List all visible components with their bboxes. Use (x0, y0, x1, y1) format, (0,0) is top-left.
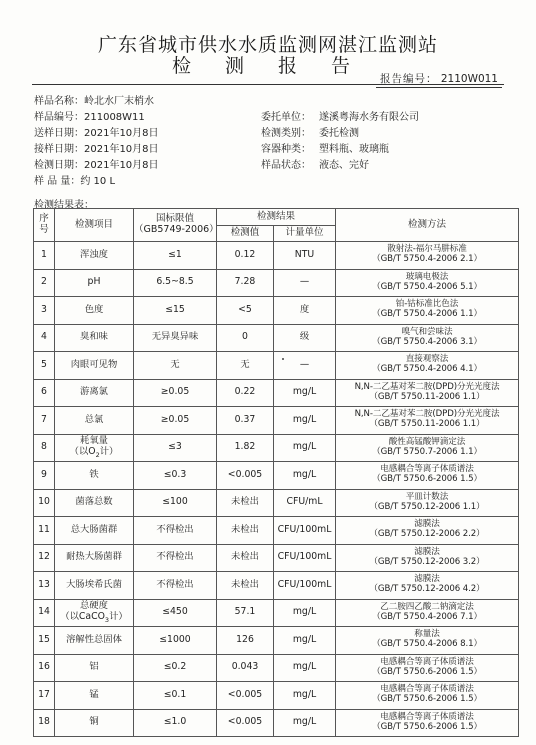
row-unit: mg/L (274, 654, 336, 682)
info-label: 送样日期： (34, 128, 84, 139)
speck-mark (282, 358, 284, 360)
table-row (34, 544, 519, 572)
table-row (34, 654, 519, 682)
row-item-note (60, 611, 127, 622)
row-method (336, 269, 519, 297)
row-value: 0.043 (217, 654, 274, 682)
row-unit: CFU/mL (274, 489, 336, 517)
row-unit: mg/L (274, 434, 336, 462)
row-value: 未检出 (217, 572, 274, 600)
row-item (55, 269, 134, 297)
table-row (34, 517, 519, 545)
info-value: 液态、完好 (319, 160, 369, 171)
row-number: 18 (34, 709, 55, 737)
info-left-row (34, 172, 115, 187)
row-item-name: 浑浊度 (80, 248, 108, 260)
row-method (336, 572, 519, 600)
row-item (55, 462, 134, 490)
info-label: 委托单位： (261, 112, 311, 123)
table-row (34, 489, 519, 517)
row-limit: ≤0.2 (134, 654, 217, 682)
row-method (336, 709, 519, 737)
info-left-row (34, 124, 159, 139)
row-number: 10 (34, 489, 55, 517)
row-method-standard: （GB/T 5750.6-2006 1.5） (372, 694, 482, 705)
row-method (336, 407, 519, 435)
row-method-standard: （GB/T 5750.4-2006 4.1） (372, 364, 482, 375)
row-item-note-head: （以CaCO (60, 610, 105, 622)
row-method-name: 直接观察法 (405, 354, 449, 365)
row-item (55, 544, 134, 572)
table-row (34, 599, 519, 627)
info-value: 岭北水厂末梢水 (84, 96, 154, 107)
row-value: 无 (217, 352, 274, 380)
row-limit: ≤0.3 (134, 462, 217, 490)
col-seq-header: 序号 (34, 209, 55, 242)
info-label: 样品编号： (34, 112, 84, 123)
row-method (336, 489, 519, 517)
row-method-standard: （GB/T 5750.6-2006 1.5） (372, 474, 482, 485)
row-item (55, 517, 134, 545)
info-label: 接样日期： (34, 144, 84, 155)
row-method-name: 滤膜法 (414, 546, 440, 557)
row-item (55, 379, 134, 407)
row-method-name: 玻璃电极法 (405, 271, 449, 282)
row-item (55, 599, 134, 627)
row-number: 2 (34, 269, 55, 297)
row-number: 4 (34, 324, 55, 352)
row-unit: — (274, 269, 336, 297)
row-number: 16 (34, 654, 55, 682)
row-method-name: 平皿计数法 (405, 491, 449, 502)
row-value: <5 (217, 297, 274, 325)
row-item (55, 654, 134, 682)
row-unit: mg/L (274, 462, 336, 490)
report-number-value: 2110W011 (440, 73, 498, 85)
row-item-name: 耗氧量 (80, 435, 108, 447)
row-item (55, 297, 134, 325)
row-method (336, 682, 519, 710)
row-method-name: 酸性高锰酸钾滴定法 (388, 436, 466, 447)
row-number: 17 (34, 682, 55, 710)
row-method-name: 电感耦合等离子体质谱法 (380, 656, 474, 667)
table-row (34, 682, 519, 710)
row-method-name: 散射法-福尔马肼标准 (387, 244, 467, 255)
row-number: 15 (34, 627, 55, 655)
row-number: 6 (34, 379, 55, 407)
table-row (34, 572, 519, 600)
row-number: 1 (34, 242, 55, 270)
row-value: 0 (217, 324, 274, 352)
info-right-row (261, 124, 359, 139)
row-number: 9 (34, 462, 55, 490)
row-number: 8 (34, 434, 55, 462)
row-method-standard: （GB/T 5750.11-2006 1.1） (369, 419, 485, 430)
info-value: 委托检测 (319, 128, 359, 139)
row-limit: 不得检出 (134, 544, 217, 572)
row-item-name: 铁 (89, 468, 99, 480)
row-limit: ≥0.05 (134, 407, 217, 435)
row-item (55, 242, 134, 270)
row-method-standard: （GB/T 5750.6-2006 1.5） (372, 721, 482, 732)
row-item-name: 臭和味 (80, 331, 108, 343)
table-row (34, 269, 519, 297)
row-method-name: 电感耦合等离子体质谱法 (380, 684, 474, 695)
row-method-standard: （GB/T 5750.4-2006 3.1） (372, 336, 482, 347)
row-item (55, 407, 134, 435)
row-number: 7 (34, 407, 55, 435)
row-value: 未检出 (217, 517, 274, 545)
row-unit: mg/L (274, 709, 336, 737)
row-limit: ≥0.05 (134, 379, 217, 407)
row-limit: ≤15 (134, 297, 217, 325)
row-method-standard: （GB/T 5750.4-2006 5.1） (372, 281, 482, 292)
table-row (34, 627, 519, 655)
row-method (336, 324, 519, 352)
row-limit: 不得检出 (134, 572, 217, 600)
info-right-row (261, 156, 369, 171)
table-row (34, 352, 519, 380)
row-number: 14 (34, 599, 55, 627)
row-method-standard: （GB/T 5750.12-2006 4.2） (369, 584, 485, 595)
row-item (55, 682, 134, 710)
info-value: 约 10 L (80, 176, 116, 187)
row-method-name: 乙二胺四乙酸二钠滴定法 (380, 601, 474, 612)
row-method-standard: （GB/T 5750.11-2006 1.1） (369, 391, 485, 402)
row-item-name: 锰 (89, 688, 99, 700)
row-number: 3 (34, 297, 55, 325)
row-limit: ≤450 (134, 599, 217, 627)
row-limit: 不得检出 (134, 517, 217, 545)
row-method-standard: （GB/T 5750.4-2006 1.1） (372, 309, 482, 320)
row-method (336, 517, 519, 545)
row-item (55, 489, 134, 517)
row-item (55, 572, 134, 600)
row-unit: mg/L (274, 627, 336, 655)
table-row (34, 462, 519, 490)
row-item-name: 总大肠菌群 (70, 523, 118, 535)
row-value: 0.12 (217, 242, 274, 270)
row-item-name: 大肠埃希氏菌 (66, 578, 122, 590)
row-item-note-subscript: 3 (104, 615, 110, 624)
row-item-name: 铜 (89, 716, 99, 728)
info-right-row (261, 140, 389, 155)
table-row (34, 379, 519, 407)
row-method (336, 242, 519, 270)
row-limit: ≤0.1 (134, 682, 217, 710)
row-item-name: 溶解性总固体 (66, 633, 122, 645)
info-value: 2021年10月8日 (84, 144, 159, 155)
row-item-name: 游离氯 (80, 386, 108, 398)
row-method-standard: （GB/T 5750.4-2006 7.1） (372, 611, 482, 622)
row-value: 126 (217, 627, 274, 655)
row-item-note-subscript: 2 (95, 450, 100, 459)
row-method (336, 434, 519, 462)
row-limit: 无异臭异味 (134, 324, 217, 352)
table-row (34, 709, 519, 737)
row-unit: mg/L (274, 682, 336, 710)
row-value: 0.37 (217, 407, 274, 435)
row-method-standard: （GB/T 5750.4-2006 2.1） (372, 254, 482, 265)
row-unit: 级 (274, 324, 336, 352)
row-limit: 6.5~8.5 (134, 269, 217, 297)
row-value: 未检出 (217, 544, 274, 572)
row-number: 5 (34, 352, 55, 380)
row-item (55, 709, 134, 737)
row-method (336, 627, 519, 655)
row-item-note (70, 446, 119, 457)
row-method (336, 654, 519, 682)
report-number (376, 71, 502, 88)
row-unit: 度 (274, 297, 336, 325)
row-method-standard: （GB/T 5750.7-2006 1.1） (372, 446, 482, 457)
row-method-name: N,N-二乙基对苯二胺(DPD)分光光度法 (354, 409, 500, 420)
row-item-name: 总硬度 (80, 600, 108, 612)
report-subtitle: 检 测 报 告 (171, 55, 365, 77)
row-number: 12 (34, 544, 55, 572)
row-value: 未检出 (217, 489, 274, 517)
table-row (34, 434, 519, 462)
table-row (34, 297, 519, 325)
report-number-label: 报告编号： (380, 73, 438, 85)
row-method (336, 544, 519, 572)
row-method-name: 滤膜法 (414, 519, 440, 530)
row-item (55, 324, 134, 352)
row-item-name: 色度 (84, 303, 104, 315)
row-limit: ≤3 (134, 434, 217, 462)
row-item-name: 耐热大肠菌群 (66, 551, 122, 563)
row-item-name: 铝 (89, 661, 99, 673)
info-left-row (34, 92, 154, 107)
row-method-name: N,N-二乙基对苯二胺(DPD)分光光度法 (354, 381, 500, 392)
results-label: 检测结果表： (34, 200, 94, 211)
col-result-header: 检测结果 (217, 209, 336, 226)
info-label: 容器种类： (261, 144, 311, 155)
row-unit: CFU/100mL (274, 544, 336, 572)
row-method-standard: （GB/T 5750.12-2006 3.2） (369, 556, 485, 567)
info-label: 检测类别： (261, 128, 311, 139)
row-item (55, 352, 134, 380)
row-method-name: 电感耦合等离子体质谱法 (380, 711, 474, 722)
row-method (336, 379, 519, 407)
row-unit: CFU/100mL (274, 517, 336, 545)
row-item-name: pH (87, 276, 101, 288)
row-method-name: 电感耦合等离子体质谱法 (380, 464, 474, 475)
report-title: 广东省城市供水水质监测网湛江监测站 (97, 34, 438, 56)
info-value: 211008W11 (84, 112, 145, 123)
row-value: <0.005 (217, 682, 274, 710)
row-item-note-head: （以O (69, 445, 96, 457)
row-value: <0.005 (217, 462, 274, 490)
row-limit: ≤1.0 (134, 709, 217, 737)
info-label: 样 品 量： (34, 176, 81, 187)
header-divider (32, 84, 504, 85)
col-limit-header-std: （GB5749-2006） (134, 224, 219, 235)
row-limit: ≤1000 (134, 627, 217, 655)
table-row (34, 242, 519, 270)
col-item-header: 检测项目 (55, 209, 134, 242)
row-unit: NTU (274, 242, 336, 270)
col-limit-header (134, 209, 217, 242)
row-item-name: 肉眼可见物 (70, 358, 118, 370)
row-method-standard: （GB/T 5750.12-2006 2.2） (369, 529, 485, 540)
info-label: 样品状态： (261, 160, 311, 171)
info-value: 2021年10月8日 (84, 160, 159, 171)
row-unit: mg/L (274, 599, 336, 627)
row-value: 0.22 (217, 379, 274, 407)
row-item-name: 总氯 (84, 413, 104, 425)
row-method-standard: （GB/T 5750.4-2006 8.1） (372, 639, 482, 650)
row-method (336, 462, 519, 490)
col-unit-header: 计量单位 (274, 226, 336, 242)
info-value: 遂溪粤海水务有限公司 (319, 112, 419, 123)
row-limit: ≤1 (134, 242, 217, 270)
row-value: 57.1 (217, 599, 274, 627)
row-item (55, 434, 134, 462)
results-table (33, 208, 519, 737)
row-method (336, 352, 519, 380)
row-item-note-tail: 计） (99, 445, 119, 457)
row-method (336, 599, 519, 627)
row-value: 1.82 (217, 434, 274, 462)
info-label: 样品名称： (34, 96, 84, 107)
col-value-header: 检测值 (217, 226, 274, 242)
row-unit: — (274, 352, 336, 380)
info-left-row (34, 156, 159, 171)
info-value: 2021年10月8日 (84, 128, 159, 139)
row-value: 7.28 (217, 269, 274, 297)
row-item (55, 627, 134, 655)
row-item-name: 菌落总数 (75, 496, 113, 508)
row-method-name: 称量法 (414, 629, 440, 640)
row-unit: mg/L (274, 379, 336, 407)
row-number: 13 (34, 572, 55, 600)
row-method-name: 铂-钴标准比色法 (395, 299, 459, 310)
info-left-row (34, 108, 145, 123)
row-limit: ≤100 (134, 489, 217, 517)
row-method (336, 297, 519, 325)
row-number: 11 (34, 517, 55, 545)
info-right-row (261, 108, 419, 123)
table-row (34, 407, 519, 435)
info-left-row (34, 140, 159, 155)
results-table-body (34, 242, 519, 737)
row-method-name: 嗅气和尝味法 (401, 326, 453, 337)
row-method-standard: （GB/T 5750.12-2006 1.1） (369, 501, 485, 512)
info-value: 塑料瓶、玻璃瓶 (319, 144, 389, 155)
row-method-standard: （GB/T 5750.6-2006 1.5） (372, 666, 482, 677)
col-method-header: 检测方法 (336, 209, 519, 242)
row-item-note-tail: 计） (109, 610, 128, 622)
info-label: 检测日期： (34, 160, 84, 171)
table-row (34, 324, 519, 352)
row-limit: 无 (134, 352, 217, 380)
col-limit-header-title: 国标限值 (155, 213, 194, 225)
row-unit: mg/L (274, 407, 336, 435)
row-value: <0.005 (217, 709, 274, 737)
row-unit: CFU/100mL (274, 572, 336, 600)
row-method-name: 滤膜法 (414, 574, 440, 585)
